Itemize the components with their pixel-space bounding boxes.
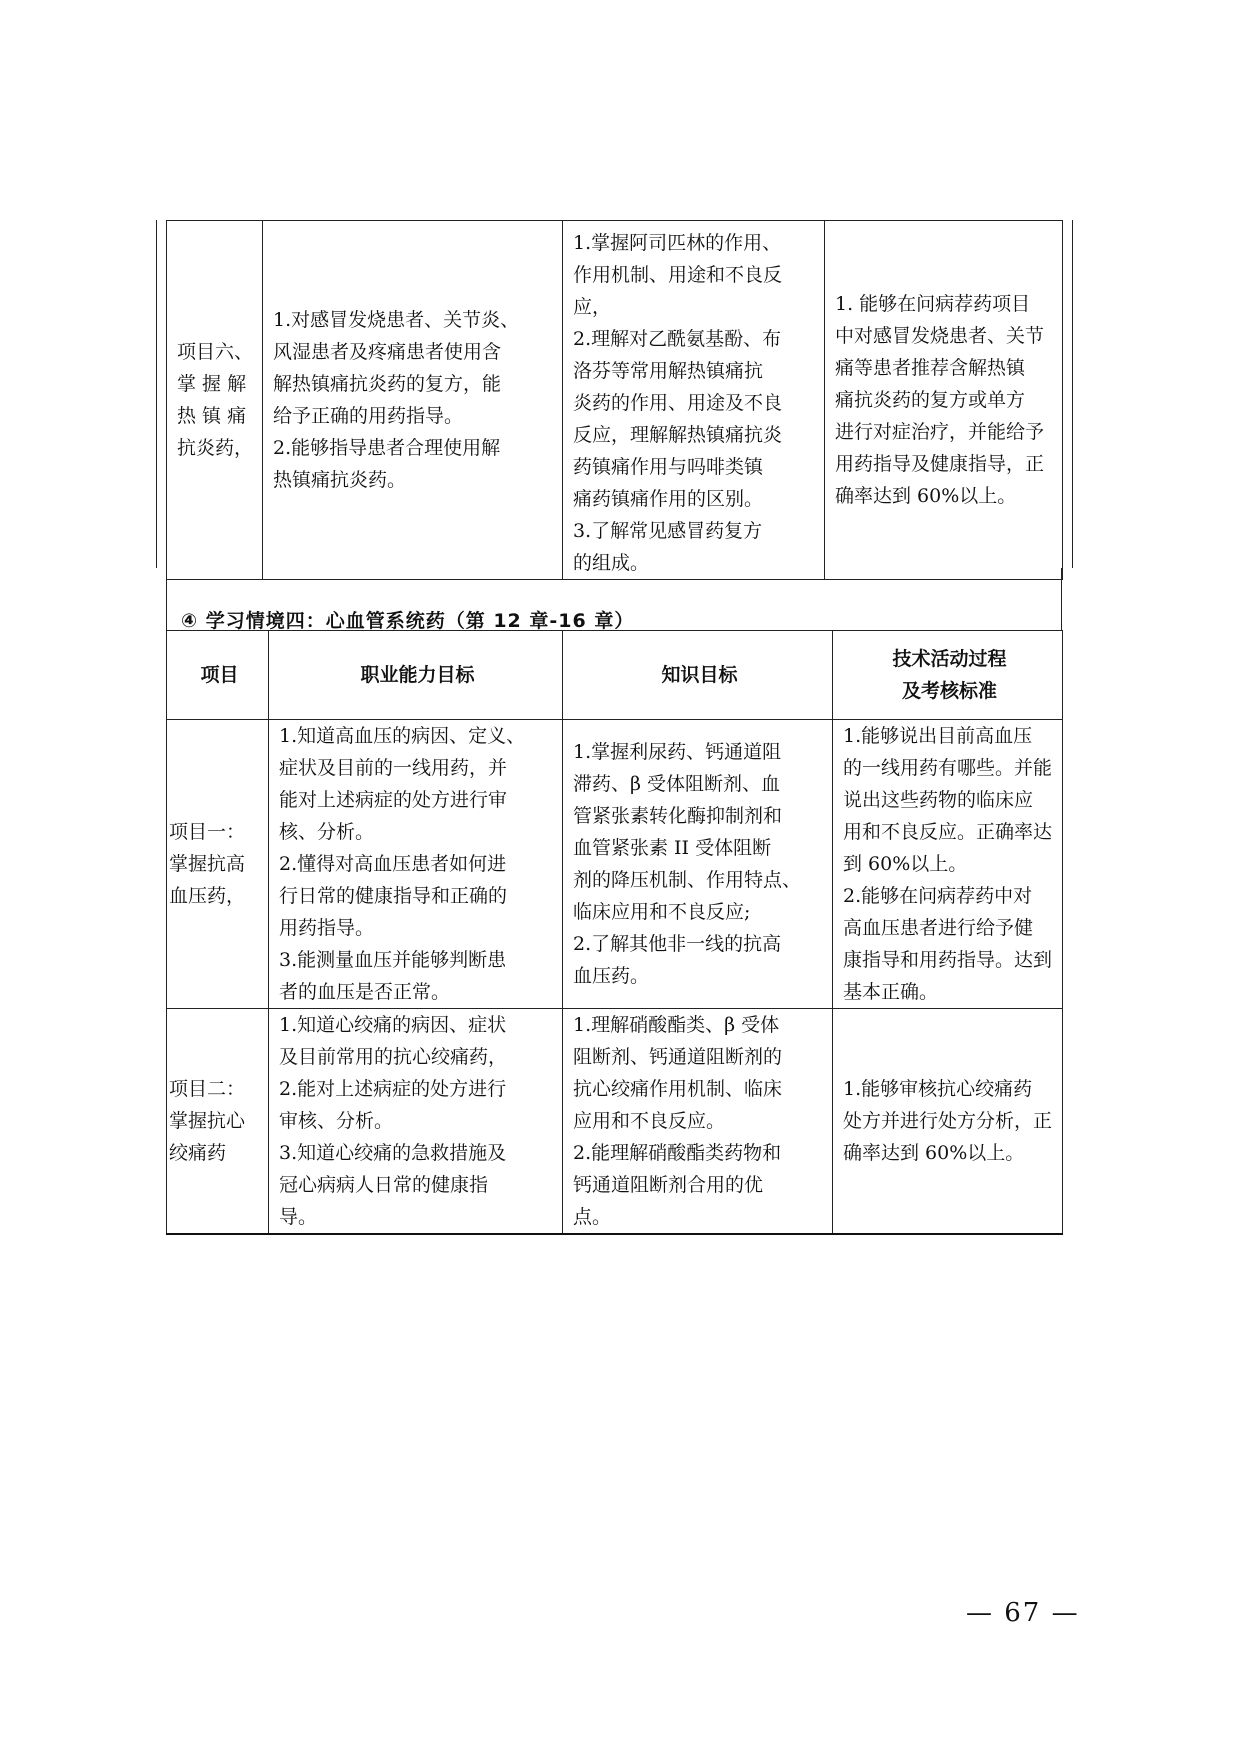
text-line: 1.理解硝酸酯类、β 受体: [573, 1014, 780, 1036]
text-line: 作用机制、用途和不良反: [573, 264, 783, 286]
text-line: 2.理解对乙酰氨基酚、布: [573, 328, 782, 350]
standard-text: [843, 720, 1056, 1008]
text-line: 炎药的作用、用途及不良: [573, 392, 783, 414]
text-line: 康指导和用药指导。达到: [843, 949, 1053, 971]
text-line: 3.知道心绞痛的急救措施及: [279, 1142, 507, 1164]
text-line: 行日常的健康指导和正确的: [279, 885, 508, 907]
table-row: [167, 720, 1063, 1009]
text-line: 热 镇 痛: [177, 405, 247, 427]
text-line: 确率达到 60%以上。: [835, 485, 1017, 507]
text-line: 绞痛药: [169, 1142, 227, 1164]
text-line: 2.能够在问病荐药中对: [843, 885, 1033, 907]
text-line: 1.知道心绞痛的病因、症状: [279, 1014, 507, 1036]
header-standard-line2: 及考核标准: [901, 680, 997, 702]
text-line: 2.能对上述病症的处方进行: [279, 1078, 507, 1100]
text-line: 滞药、β 受体阻断剂、血: [573, 773, 781, 795]
ability-cell: [269, 1009, 563, 1235]
project-cell: [167, 720, 269, 1009]
text-line: 血压药。: [573, 965, 650, 987]
text-line: 血压药，: [169, 885, 246, 907]
text-line: 1.掌握利尿药、钙通道阻: [573, 741, 782, 763]
table-row: [167, 1009, 1063, 1235]
standard-cell: [825, 221, 1063, 580]
header-standard: [833, 631, 1063, 720]
text-line: 项目二：: [169, 1078, 246, 1100]
text-line: 处方并进行处方分析，正: [843, 1110, 1053, 1132]
text-line: 掌 握 解: [177, 373, 247, 395]
text-line: 痛等患者推荐含解热镇: [835, 357, 1026, 379]
text-line: 用和不良反应。正确率达: [843, 821, 1053, 843]
text-line: 症状及目前的一线用药，并: [279, 757, 508, 779]
section-title: ④ 学习情境四：心血管系统药（第 12 章-16 章）: [181, 610, 635, 632]
text-line: 用药指导。: [279, 917, 375, 939]
text-line: 钙通道阻断剂合用的优: [573, 1174, 764, 1196]
text-line: 导。: [279, 1206, 318, 1228]
text-line: 3.了解常见感冒药复方: [573, 520, 763, 542]
text-line: 1.能够说出目前高血压: [843, 725, 1033, 747]
text-line: 2.能够指导患者合理使用解: [273, 437, 501, 459]
text-line: 者的血压是否正常。: [279, 981, 451, 1003]
header-ability: 职业能力目标: [269, 631, 563, 720]
project-cell: [167, 221, 263, 580]
text-line: 1.对感冒发烧患者、关节炎、: [273, 309, 520, 331]
text-line: 1.能够审核抗心绞痛药: [843, 1078, 1033, 1100]
project-text: [169, 816, 262, 912]
header-project: 项目: [167, 631, 269, 720]
text-line: 1. 能够在问病荐药项目: [835, 293, 1031, 315]
text-line: 说出这些药物的临床应: [843, 789, 1034, 811]
text-line: 抗心绞痛作用机制、临床: [573, 1078, 783, 1100]
text-line: 管紧张素转化酶抑制剂和: [573, 805, 783, 827]
ability-cell: [269, 720, 563, 1009]
standard-cell: [833, 1009, 1063, 1235]
text-line: 临床应用和不良反应;: [573, 901, 751, 923]
knowledge-text: [573, 1009, 826, 1233]
text-line: 痛药镇痛作用的区别。: [573, 488, 764, 510]
text-line: 中对感冒发烧患者、关节: [835, 325, 1045, 347]
header-row: [167, 631, 1063, 720]
standard-text: [835, 288, 1054, 512]
knowledge-cell: [563, 1009, 833, 1235]
text-line: 应用和不良反应。: [573, 1110, 726, 1132]
text-line: 给予正确的用药指导。: [273, 405, 464, 427]
table-row: [167, 221, 1063, 580]
text-line: 2.懂得对高血压患者如何进: [279, 853, 507, 875]
text-line: 的组成。: [573, 552, 650, 574]
header-knowledge: 知识目标: [563, 631, 833, 720]
ability-text: [279, 1009, 556, 1233]
text-line: 热镇痛抗炎药。: [273, 469, 407, 491]
text-line: 冠心病病人日常的健康指: [279, 1174, 489, 1196]
outer-border-right: [1072, 220, 1073, 568]
text-line: 抗炎药，: [177, 437, 254, 459]
text-line: 点。: [573, 1206, 612, 1228]
text-line: 风湿患者及疼痛患者使用含: [273, 341, 502, 363]
text-line: 核、分析。: [279, 821, 375, 843]
text-line: 项目一：: [169, 821, 246, 843]
prev-table: [166, 220, 1063, 580]
text-line: 2.能理解硝酸酯类药物和: [573, 1142, 782, 1164]
page-number: — 67 —: [966, 1598, 1080, 1628]
text-line: 3.能测量血压并能够判断患: [279, 949, 507, 971]
text-line: 药镇痛作用与吗啡类镇: [573, 456, 764, 478]
text-line: 项目六、: [177, 341, 254, 363]
text-line: 血管紧张素 II 受体阻断: [573, 837, 772, 859]
knowledge-text: [573, 227, 816, 579]
text-line: 的一线用药有哪些。并能: [843, 757, 1053, 779]
text-line: 到 60%以上。: [843, 853, 968, 875]
text-line: 掌握抗心: [169, 1110, 246, 1132]
knowledge-text: [573, 736, 826, 992]
text-line: 审核、分析。: [279, 1110, 394, 1132]
outer-border-left: [156, 220, 157, 568]
text-line: 2.了解其他非一线的抗高: [573, 933, 782, 955]
text-line: 剂的降压机制、作用特点、: [573, 869, 802, 891]
text-line: 进行对症治疗，并能给予: [835, 421, 1045, 443]
project-text: [177, 336, 254, 464]
text-line: 确率达到 60%以上。: [843, 1142, 1025, 1164]
text-line: 高血压患者进行给予健: [843, 917, 1034, 939]
main-table: [166, 630, 1063, 1235]
text-line: 基本正确。: [843, 981, 939, 1003]
text-line: 掌握抗高: [169, 853, 246, 875]
knowledge-cell: [563, 221, 825, 580]
section-band: [166, 568, 1062, 630]
text-line: 反应，理解解热镇痛抗炎: [573, 424, 783, 446]
text-line: 痛抗炎药的复方或单方: [835, 389, 1026, 411]
text-line: 1.知道高血压的病因、定义、: [279, 725, 526, 747]
text-line: 阻断剂、钙通道阻断剂的: [573, 1046, 783, 1068]
text-line: 能对上述病症的处方进行审: [279, 789, 508, 811]
text-line: 解热镇痛抗炎药的复方，能: [273, 373, 502, 395]
standard-cell: [833, 720, 1063, 1009]
ability-cell: [263, 221, 563, 580]
header-standard-line1: 技术活动过程: [892, 648, 1007, 670]
project-text: [169, 1073, 262, 1169]
text-line: 洛芬等常用解热镇痛抗: [573, 360, 764, 382]
text-line: 1.掌握阿司匹林的作用、: [573, 232, 782, 254]
project-cell: [167, 1009, 269, 1235]
text-line: 及目前常用的抗心绞痛药，: [279, 1046, 508, 1068]
standard-text: [843, 1073, 1056, 1169]
ability-text: [273, 304, 554, 496]
text-line: 用药指导及健康指导，正: [835, 453, 1045, 475]
text-line: 应，: [573, 296, 612, 318]
knowledge-cell: [563, 720, 833, 1009]
ability-text: [279, 720, 556, 1008]
